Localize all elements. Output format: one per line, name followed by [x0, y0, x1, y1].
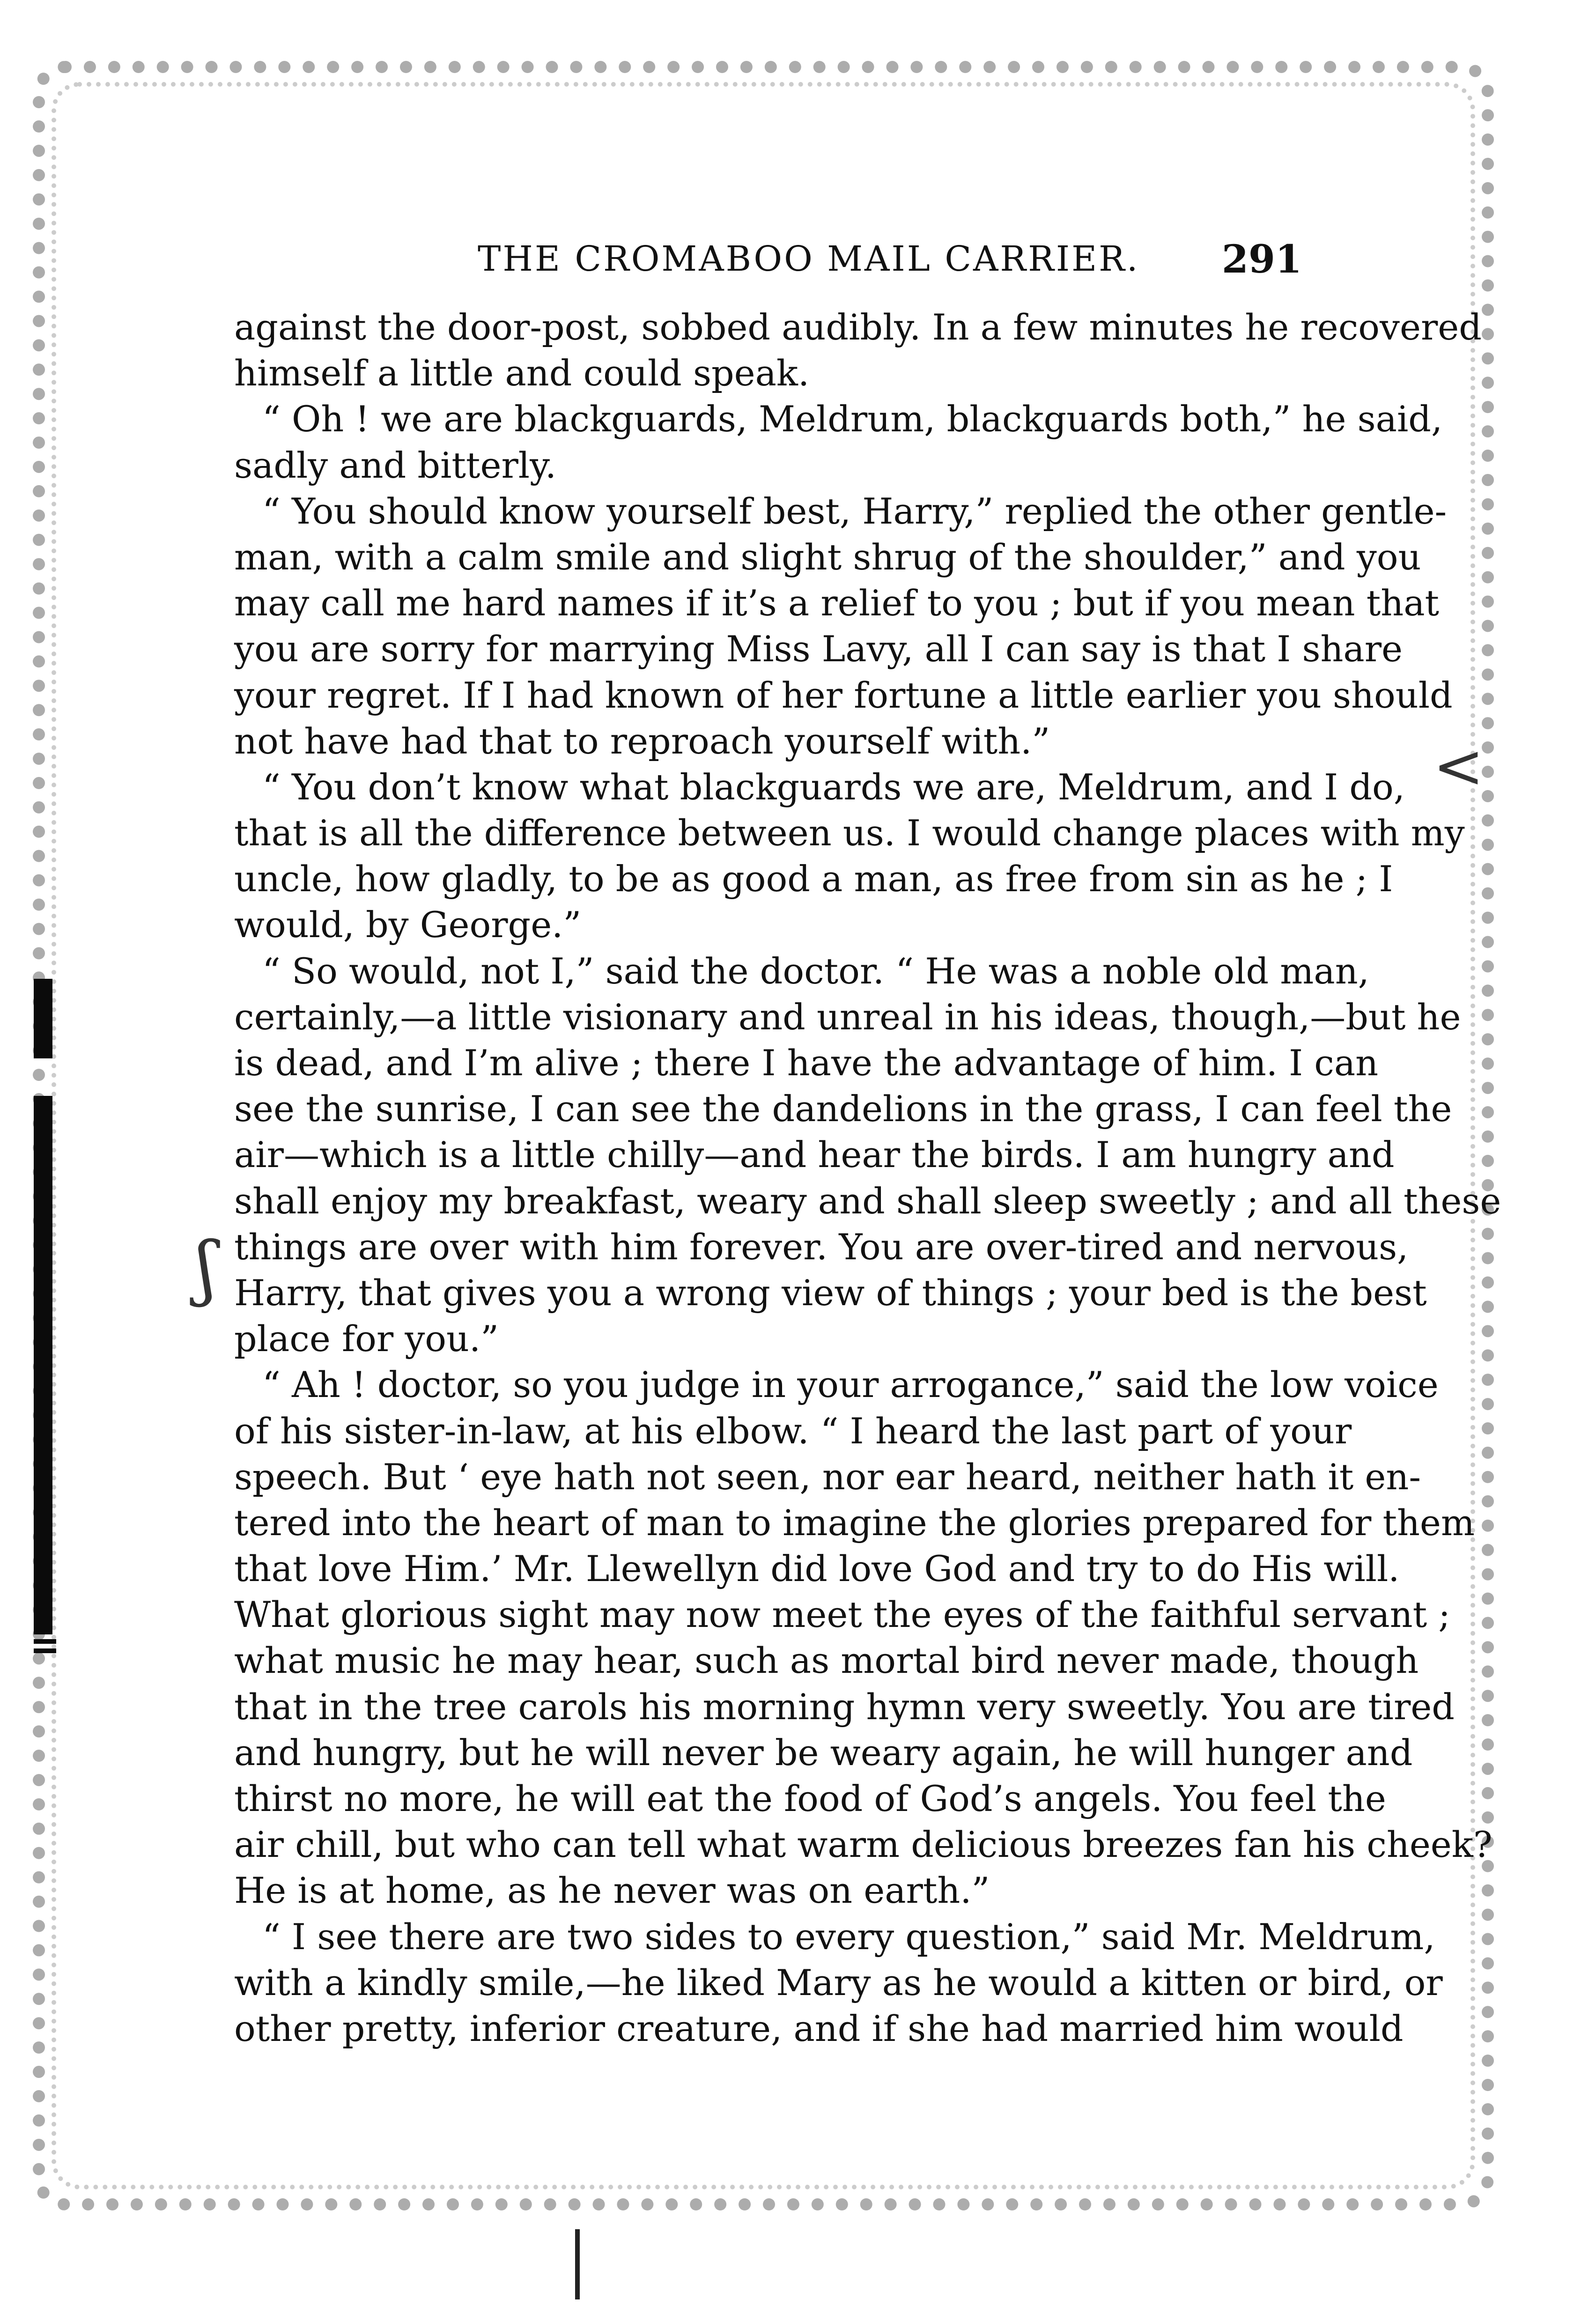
text-line: uncle, how gladly, to be as good a man, as free from sin as he ; I: [234, 858, 1393, 900]
text-line: would, by George.”: [234, 904, 582, 946]
text-line: is dead, and I’m alive ; there I have the advantage of him. I can: [234, 1042, 1379, 1084]
text-line: see the sunrise, I can see the dandelions in the grass, I can feel the: [234, 1088, 1452, 1130]
text-line: and hungry, but he will never be weary again, he will hunger and: [234, 1731, 1413, 1774]
binding-mark: [34, 1096, 52, 1634]
text-line: thirst no more, he will eat the food of God’s angels. You feel the: [234, 1778, 1386, 1819]
text-line: your regret. If I had known of her fortune a little earlier you should: [234, 674, 1453, 716]
text-line: sadly and bitterly.: [234, 444, 557, 486]
text-line: “ You don’t know what blackguards we are, Meldrum, and I do,: [262, 766, 1405, 808]
binding-mark: [34, 979, 52, 1058]
text-line: “ So would, not I,” said the doctor. “ He was a noble old man,: [262, 950, 1369, 992]
right-margin-check-mark: <: [1433, 731, 1484, 802]
text-line: with a kindly smile,—he liked Mary as he would a kitten or bird, or: [234, 1961, 1443, 2003]
text-line: Harry, that gives you a wrong view of things ; your bed is the best: [234, 1271, 1427, 1314]
text-line: “ You should know yourself best, Harry,” replied the other gentle-: [262, 490, 1447, 532]
left-margin-curl-mark: ʃ: [197, 1227, 216, 1308]
text-line: what music he may hear, such as mortal bird never made, though: [234, 1640, 1419, 1682]
text-line: that in the tree carols his morning hymn very sweetly. You are tired: [234, 1685, 1455, 1728]
text-line: speech. But ‘ eye hath not seen, nor ear heard, neither hath it en-: [234, 1456, 1421, 1498]
page-number: 291: [1221, 237, 1302, 282]
text-line: “ I see there are two sides to every question,” said Mr. Meldrum,: [262, 1915, 1435, 1958]
text-line: you are sorry for marrying Miss Lavy, all I can say is that I share: [234, 628, 1403, 670]
body-text: [234, 304, 1501, 2052]
running-title: THE CROMABOO MAIL CARRIER.: [478, 239, 1140, 279]
text-line: things are over with him forever. You are over-tired and nervous,: [234, 1226, 1409, 1268]
binding-mark: [34, 1639, 56, 1644]
text-line: himself a little and could speak.: [234, 352, 810, 394]
text-line: of his sister-in-law, at his elbow. “ I heard the last part of your: [234, 1410, 1352, 1452]
text-line: certainly,—a little visionary and unreal in his ideas, though,—but he: [234, 996, 1461, 1038]
text-line: air chill, but who can tell what warm delicious breezes fan his cheek?: [234, 1824, 1493, 1866]
text-line: What glorious sight may now meet the eyes of the faithful servant ;: [234, 1594, 1450, 1636]
text-line: He is at home, as he never was on earth.”: [234, 1870, 990, 1912]
text-line: “ Oh ! we are blackguards, Meldrum, blackguards both,” he said,: [262, 398, 1443, 440]
text-line: other pretty, inferior creature, and if she had married him would: [234, 2007, 1404, 2049]
text-line: air—which is a little chilly—and hear the birds. I am hungry and: [234, 1134, 1395, 1176]
text-line: may call me hard names if it’s a relief to you ; but if you mean that: [234, 582, 1440, 624]
text-line: place for you.”: [234, 1318, 499, 1360]
binding-mark: [34, 1648, 56, 1653]
running-head: [234, 239, 1311, 290]
text-line: against the door-post, sobbed audibly. In a few minutes he recovered: [234, 306, 1482, 348]
text-line: “ Ah ! doctor, so you judge in your arrogance,” said the low voice: [262, 1364, 1439, 1406]
text-line: shall enjoy my breakfast, weary and shall sleep sweetly ; and all these: [234, 1180, 1501, 1222]
text-line: not have had that to reproach yourself with.”: [234, 720, 1050, 762]
text-line: that is all the difference between us. I would change places with my: [234, 812, 1465, 854]
text-line: that love Him.’ Mr. Llewellyn did love God and try to do His will.: [234, 1548, 1400, 1590]
text-line: man, with a calm smile and slight shrug of the shoulder,” and you: [234, 536, 1421, 578]
text-line: tered into the heart of man to imagine the glories prepared for them: [234, 1501, 1475, 1544]
gutter-mark: [575, 2229, 580, 2299]
